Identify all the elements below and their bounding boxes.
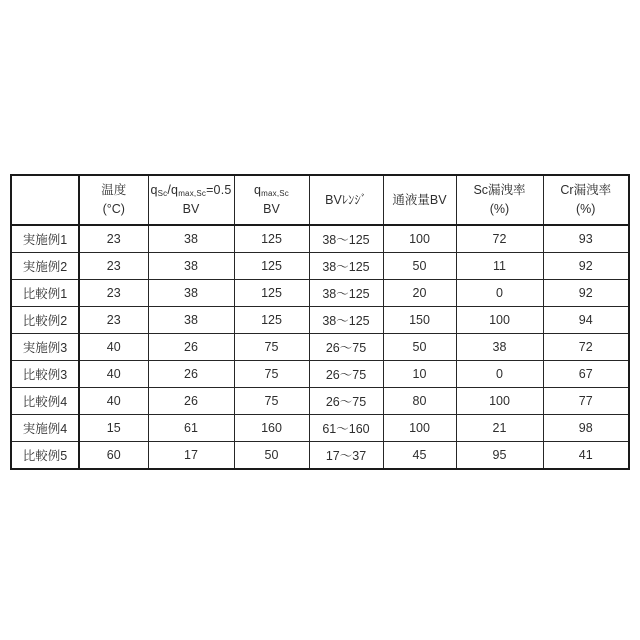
data-cell: 60 — [79, 442, 148, 470]
data-cell: 150 — [383, 307, 456, 334]
data-cell: 75 — [234, 388, 309, 415]
data-cell: 10 — [383, 361, 456, 388]
data-cell: 40 — [79, 388, 148, 415]
subscript-sc: Sc — [157, 189, 168, 198]
data-cell: 40 — [79, 361, 148, 388]
row-label-cell: 実施例3 — [11, 334, 79, 361]
data-cell: 50 — [383, 253, 456, 280]
col-header-flow-volume: 通液量BV — [383, 175, 456, 225]
data-cell: 40 — [79, 334, 148, 361]
row-label-cell: 比較例2 — [11, 307, 79, 334]
data-cell: 67 — [543, 361, 629, 388]
data-cell: 20 — [383, 280, 456, 307]
data-cell: 11 — [456, 253, 543, 280]
header-sc-leak-line2: (%) — [489, 202, 510, 216]
header-cr-leak-line2: (%) — [576, 202, 596, 216]
col-header-sc-leak — [456, 175, 543, 225]
data-cell: 100 — [456, 307, 543, 334]
table-row — [11, 415, 629, 442]
results-table — [10, 174, 630, 470]
header-q-ratio-unit: BV — [182, 202, 200, 216]
data-cell: 21 — [456, 415, 543, 442]
row-label-cell: 比較例3 — [11, 361, 79, 388]
table-row — [11, 361, 629, 388]
row-label-cell: 比較例4 — [11, 388, 79, 415]
data-cell: 92 — [543, 253, 629, 280]
data-cell: 93 — [543, 225, 629, 253]
data-cell: 125 — [234, 280, 309, 307]
col-header-q-max — [234, 175, 309, 225]
data-cell: 72 — [456, 225, 543, 253]
data-cell: 100 — [383, 225, 456, 253]
data-cell: 50 — [234, 442, 309, 470]
data-cell: 160 — [234, 415, 309, 442]
data-cell: 0 — [456, 280, 543, 307]
subscript-max-sc: max,Sc — [261, 189, 290, 198]
data-cell: 17 — [148, 442, 234, 470]
data-cell: 38〜125 — [309, 225, 383, 253]
equals-value: =0.5 — [206, 183, 232, 197]
data-cell: 80 — [383, 388, 456, 415]
row-label-cell: 実施例4 — [11, 415, 79, 442]
data-cell: 26 — [148, 334, 234, 361]
data-cell: 17〜37 — [309, 442, 383, 470]
data-cell: 38 — [148, 307, 234, 334]
header-temp-line2: (°C) — [102, 202, 125, 216]
col-header-q-ratio — [148, 175, 234, 225]
header-row — [11, 175, 629, 225]
row-label-cell: 実施例1 — [11, 225, 79, 253]
data-cell: 23 — [79, 253, 148, 280]
data-cell: 61〜160 — [309, 415, 383, 442]
data-cell: 100 — [383, 415, 456, 442]
data-cell: 61 — [148, 415, 234, 442]
data-cell: 26〜75 — [309, 334, 383, 361]
data-cell: 72 — [543, 334, 629, 361]
corner-header-cell — [11, 175, 79, 225]
header-temp-line1: 温度 — [101, 183, 127, 197]
data-cell: 92 — [543, 280, 629, 307]
data-cell: 26 — [148, 388, 234, 415]
q-divide-symbol: /q — [167, 183, 179, 197]
data-cell: 41 — [543, 442, 629, 470]
data-cell: 77 — [543, 388, 629, 415]
data-cell: 50 — [383, 334, 456, 361]
row-label-cell: 比較例5 — [11, 442, 79, 470]
data-cell: 23 — [79, 280, 148, 307]
row-label-cell: 実施例2 — [11, 253, 79, 280]
table-row — [11, 307, 629, 334]
data-cell: 75 — [234, 334, 309, 361]
subscript-max-sc: max,Sc — [178, 189, 207, 198]
data-cell: 26 — [148, 361, 234, 388]
data-cell: 38 — [148, 280, 234, 307]
q-symbol: q — [150, 183, 158, 197]
header-sc-leak-line1: Sc漏洩率 — [473, 183, 526, 197]
table-row — [11, 334, 629, 361]
data-cell: 98 — [543, 415, 629, 442]
table-row — [11, 388, 629, 415]
col-header-cr-leak — [543, 175, 629, 225]
data-cell: 15 — [79, 415, 148, 442]
q-ratio-expression — [149, 181, 234, 200]
table-row — [11, 442, 629, 470]
header-cr-leak-line1: Cr漏洩率 — [560, 183, 612, 197]
data-cell: 95 — [456, 442, 543, 470]
data-cell: 100 — [456, 388, 543, 415]
data-cell: 0 — [456, 361, 543, 388]
data-cell: 125 — [234, 253, 309, 280]
data-cell: 94 — [543, 307, 629, 334]
data-cell: 38〜125 — [309, 307, 383, 334]
data-cell: 125 — [234, 225, 309, 253]
data-cell: 23 — [79, 307, 148, 334]
data-cell: 38 — [456, 334, 543, 361]
header-q-max-unit: BV — [263, 202, 280, 216]
data-cell: 75 — [234, 361, 309, 388]
col-header-bv-range: BVﾚﾝｼﾞ — [309, 175, 383, 225]
table-row — [11, 253, 629, 280]
data-cell: 38〜125 — [309, 253, 383, 280]
data-cell: 38 — [148, 253, 234, 280]
q-max-expression — [235, 181, 309, 200]
data-cell: 125 — [234, 307, 309, 334]
data-cell: 38〜125 — [309, 280, 383, 307]
data-cell: 26〜75 — [309, 361, 383, 388]
table-row — [11, 280, 629, 307]
data-cell: 23 — [79, 225, 148, 253]
table-row — [11, 225, 629, 253]
data-cell: 38 — [148, 225, 234, 253]
q-symbol: q — [253, 183, 262, 197]
row-label-cell: 比較例1 — [11, 280, 79, 307]
data-cell: 26〜75 — [309, 388, 383, 415]
col-header-temperature — [79, 175, 148, 225]
data-cell: 45 — [383, 442, 456, 470]
